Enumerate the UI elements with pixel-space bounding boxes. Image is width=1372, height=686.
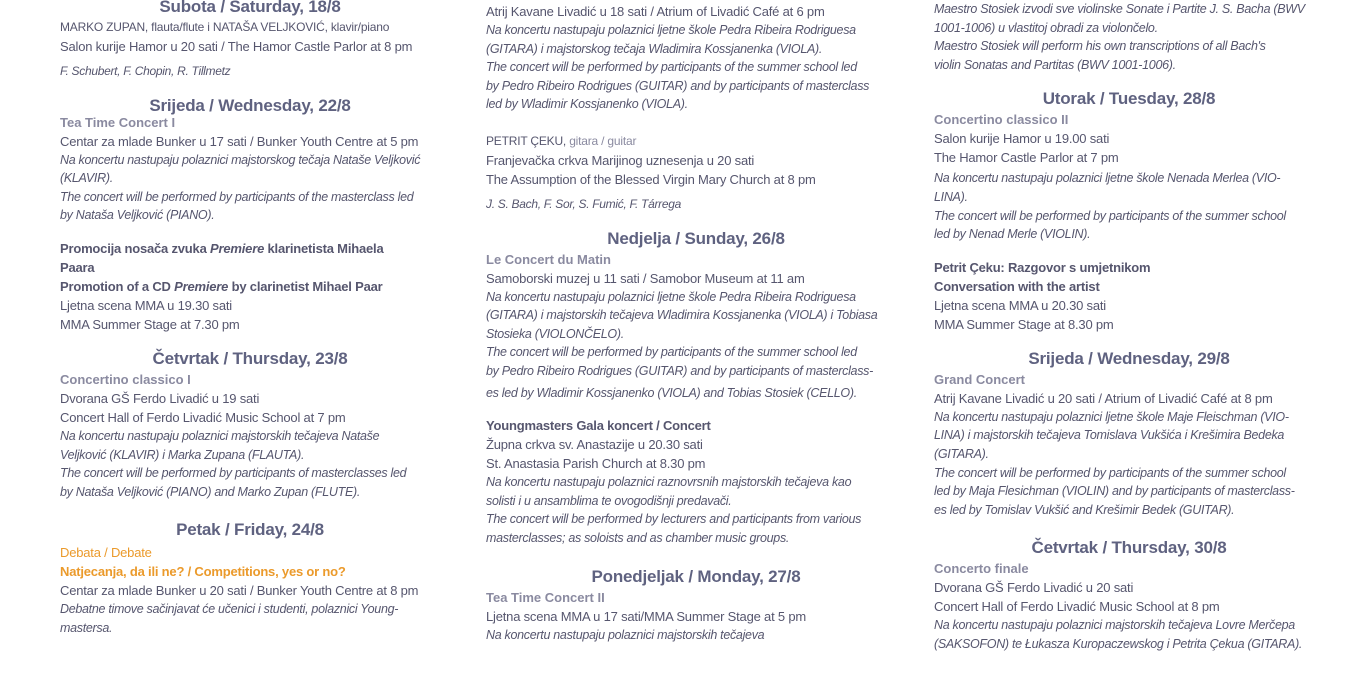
description-hr: Na koncertu nastupaju polaznici majstorskih tečajeva Nataše (60, 428, 380, 443)
description-hr: (GITARA) i majstorskog tečaja Wladimira Kossjanenka (VIOLA). (486, 41, 823, 56)
venue-line: The Assumption of the Blessed Virgin Mary Church at 8 pm (486, 171, 816, 187)
description-en: led by Wladimir Kossjanenko (VIOLA). (486, 97, 688, 112)
venue-line: Ljetna scena MMA u 20.30 sati (934, 297, 1106, 313)
description-hr: (SAKSOFON) te Łukasza Kuropaczewskog i Petrita Çekua (GITARA). (934, 636, 1303, 651)
venue-line: Centar za mlade Bunker u 17 sati / Bunker Youth Centre at 5 pm (60, 133, 419, 149)
description-hr: (KLAVIR). (60, 171, 113, 186)
performers-line: PETRIT ÇEKU, gitara / guitar (486, 133, 637, 148)
day-heading: Srijeda / Wednesday, 29/8 (1028, 348, 1230, 368)
venue-line: Dvorana GŠ Ferdo Livadić u 19 sati (60, 390, 260, 406)
description-en: Maestro Stosiek will perform his own transcriptions of all Bach's (934, 39, 1266, 54)
program-column-2 (486, 2, 906, 644)
venue-line: Centar za mlade Bunker u 20 sati / Bunker Youth Centre at 8 pm (60, 583, 419, 599)
description-en: by Nataša Veljković (PIANO). (60, 208, 215, 223)
venue-line: Župna crkva sv. Anastazije u 20.30 sati (486, 437, 703, 453)
description-hr: LINA). (934, 189, 968, 204)
description-hr: Na koncertu nastupaju polaznici ljetne škole Pedra Ribeira Rodriguesa (486, 289, 856, 304)
venue-line: Samoborski muzej u 11 sati / Samobor Museum at 11 am (486, 270, 805, 286)
description-hr: Na koncertu nastupaju polaznici ljetne škole Pedra Ribeira Rodriguesa (486, 23, 856, 37)
performers-line: MARKO ZUPAN, flauta/flute i NATAŠA VELJKOVIĆ, klavir/piano (60, 20, 390, 34)
description-en: by Nataša Veljković (PIANO) and Marko Zupan (FLUTE). (60, 484, 361, 499)
promo-title-en: Promotion of a CD Premiere by clarinetist Mihael Paar (60, 278, 383, 294)
promo-title-hr: Promocija nosača zvuka Premiere klarinetista Mihaela (60, 240, 384, 256)
description-en: The concert will be performed by participants of masterclasses led (60, 466, 407, 481)
venue-line: St. Anastasia Parish Church at 8.30 pm (486, 456, 706, 472)
description-hr: mastersa. (60, 620, 113, 635)
promo-title-hr: Paara (60, 259, 95, 275)
description-en: The concert will be performed by participants of the summer school (934, 208, 1286, 223)
program-column-3 (934, 0, 1324, 654)
event-title: Concerto finale (934, 561, 1029, 577)
description-en: led by Maja Flesichman (VIOLIN) and by participants of masterclass- (934, 484, 1295, 499)
venue-line: Franjevačka crkva Marijinog uznesenja u 20 sati (486, 152, 755, 168)
description-hr: Na koncertu nastupaju polaznici majstorskih tečajeva (486, 627, 765, 642)
composers-line: J. S. Bach, F. Sor, S. Fumić, F. Tárrega (486, 196, 681, 211)
day-heading: Subota / Saturday, 18/8 (159, 0, 341, 16)
description-hr: Na koncertu nastupaju polaznici ljetne škole Nenada Merlea (VIO- (934, 171, 1281, 186)
composers-line: F. Schubert, F. Chopin, R. Tillmetz (60, 64, 231, 78)
description-en: violin Sonatas and Partitas (BWV 1001-1006). (934, 57, 1176, 72)
description-hr: solisti i u ansamblima te ovogodišnji predavači. (486, 493, 732, 508)
description-hr: LINA) i majstorskih tečajeva Tomislava Vukšića i Krešimira Bedeka (934, 428, 1285, 443)
description-hr: Na koncertu nastupaju polaznici majstorskih tečajeva Lovre Merčepa (934, 618, 1295, 633)
day-heading: Nedjelja / Sunday, 26/8 (607, 228, 785, 248)
description-hr: Veljković (KLAVIR) i Marka Zupana (FLAUTA). (60, 447, 305, 462)
day-heading: Četvrtak / Thursday, 23/8 (152, 348, 348, 368)
venue-line: MMA Summer Stage at 7.30 pm (60, 316, 240, 332)
description-en: masterclasses; as soloists and as chamber music groups. (486, 530, 790, 545)
venue-line: Salon kurije Hamor u 20 sati / The Hamor Castle Parlor at 8 pm (60, 39, 413, 54)
venue-line: Ljetna scena MMA u 19.30 sati (60, 297, 232, 313)
description-en: by Pedro Ribeiro Rodrigues (GUITAR) and by participants of masterclass- (486, 363, 873, 378)
description-en: es led by Wladimir Kossjanenko (VIOLA) and Tobias Stosiek (CELLO). (486, 385, 857, 400)
debate-title: Natjecanja, da ili ne? / Competitions, yes or no? (60, 564, 346, 580)
description-hr: Stosieka (VIOLONČELO). (486, 326, 624, 341)
event-title: Concertino classico II (934, 112, 1069, 128)
talk-title-hr: Petrit Çeku: Razgovor s umjetnikom (934, 259, 1151, 275)
description-hr: (GITARA) i majstorskih tečajeva Wladimira Kossjanenka (VIOLA) i Tobiasa (486, 308, 878, 323)
venue-line: Atrij Kavane Livadić u 18 sati / Atrium of Livadić Café at 6 pm (486, 4, 825, 19)
program-column-1 (60, 0, 440, 638)
description-hr: Maestro Stosiek izvodi sve violinske Sonate i Partite J. S. Bacha (BWV (934, 2, 1305, 16)
description-en: es led by Tomislav Vukšić and Krešimir Bedek (GUITAR). (934, 502, 1235, 517)
description-en: led by Nenad Merle (VIOLIN). (934, 227, 1091, 242)
description-en: by Pedro Ribeiro Rodrigues (GUITAR) and by participants of masterclass (486, 78, 870, 93)
description-hr: Na koncertu nastupaju polaznici raznovrsnih majstorskih tečajeva kao (486, 475, 852, 490)
day-heading: Petak / Friday, 24/8 (176, 520, 324, 540)
day-heading: Srijeda / Wednesday, 22/8 (149, 95, 351, 115)
event-label: Debata / Debate (60, 545, 152, 561)
description-en: The concert will be performed by participants of the masterclass led (60, 189, 414, 204)
event-title: Tea Time Concert II (486, 589, 605, 605)
venue-line: Concert Hall of Ferdo Livadić Music School at 7 pm (60, 409, 346, 425)
description-hr: Na koncertu nastupaju polaznici ljetne škole Maje Fleischman (VIO- (934, 409, 1289, 424)
description-hr: Debatne timove sačinjavat će učenici i studenti, polaznici Young- (60, 602, 399, 617)
venue-line: Dvorana GŠ Ferdo Livadić u 20 sati (934, 580, 1134, 596)
description-en: The concert will be performed by participants of the summer school led (486, 345, 857, 360)
day-heading: Četvrtak / Thursday, 30/8 (1031, 538, 1227, 558)
venue-line: Salon kurije Hamor u 19.00 sati (934, 131, 1110, 147)
description-en: The concert will be performed by participants of the summer school (934, 465, 1286, 480)
description-hr: 1001-1006) u vlastitoj obradi za violončelo. (934, 20, 1158, 35)
description-en: The concert will be performed by participants of the summer school led (486, 60, 857, 75)
event-title: Concertino classico I (60, 371, 191, 387)
description-hr: (GITARA). (934, 446, 989, 461)
day-heading: Ponedjeljak / Monday, 27/8 (591, 566, 801, 586)
venue-line: Concert Hall of Ferdo Livadić Music School at 8 pm (934, 599, 1220, 615)
venue-line: The Hamor Castle Parlor at 7 pm (934, 150, 1119, 166)
venue-line: Atrij Kavane Livadić u 20 sati / Atrium of Livadić Café at 8 pm (934, 390, 1273, 406)
talk-title-en: Conversation with the artist (934, 278, 1100, 294)
event-title: Tea Time Concert I (60, 114, 176, 130)
description-hr: Na koncertu nastupaju polaznici majstorskog tečaja Nataše Veljković (60, 152, 421, 167)
event-title: Le Concert du Matin (486, 251, 611, 267)
description-en: The concert will be performed by lecturers and participants from various (486, 512, 862, 527)
day-heading: Utorak / Tuesday, 28/8 (1042, 89, 1216, 109)
event-title: Grand Concert (934, 371, 1026, 387)
venue-line: MMA Summer Stage at 8.30 pm (934, 316, 1114, 332)
event-title: Youngmasters Gala koncert / Concert (486, 418, 711, 434)
venue-line: Ljetna scena MMA u 17 sati/MMA Summer Stage at 5 pm (486, 608, 807, 624)
